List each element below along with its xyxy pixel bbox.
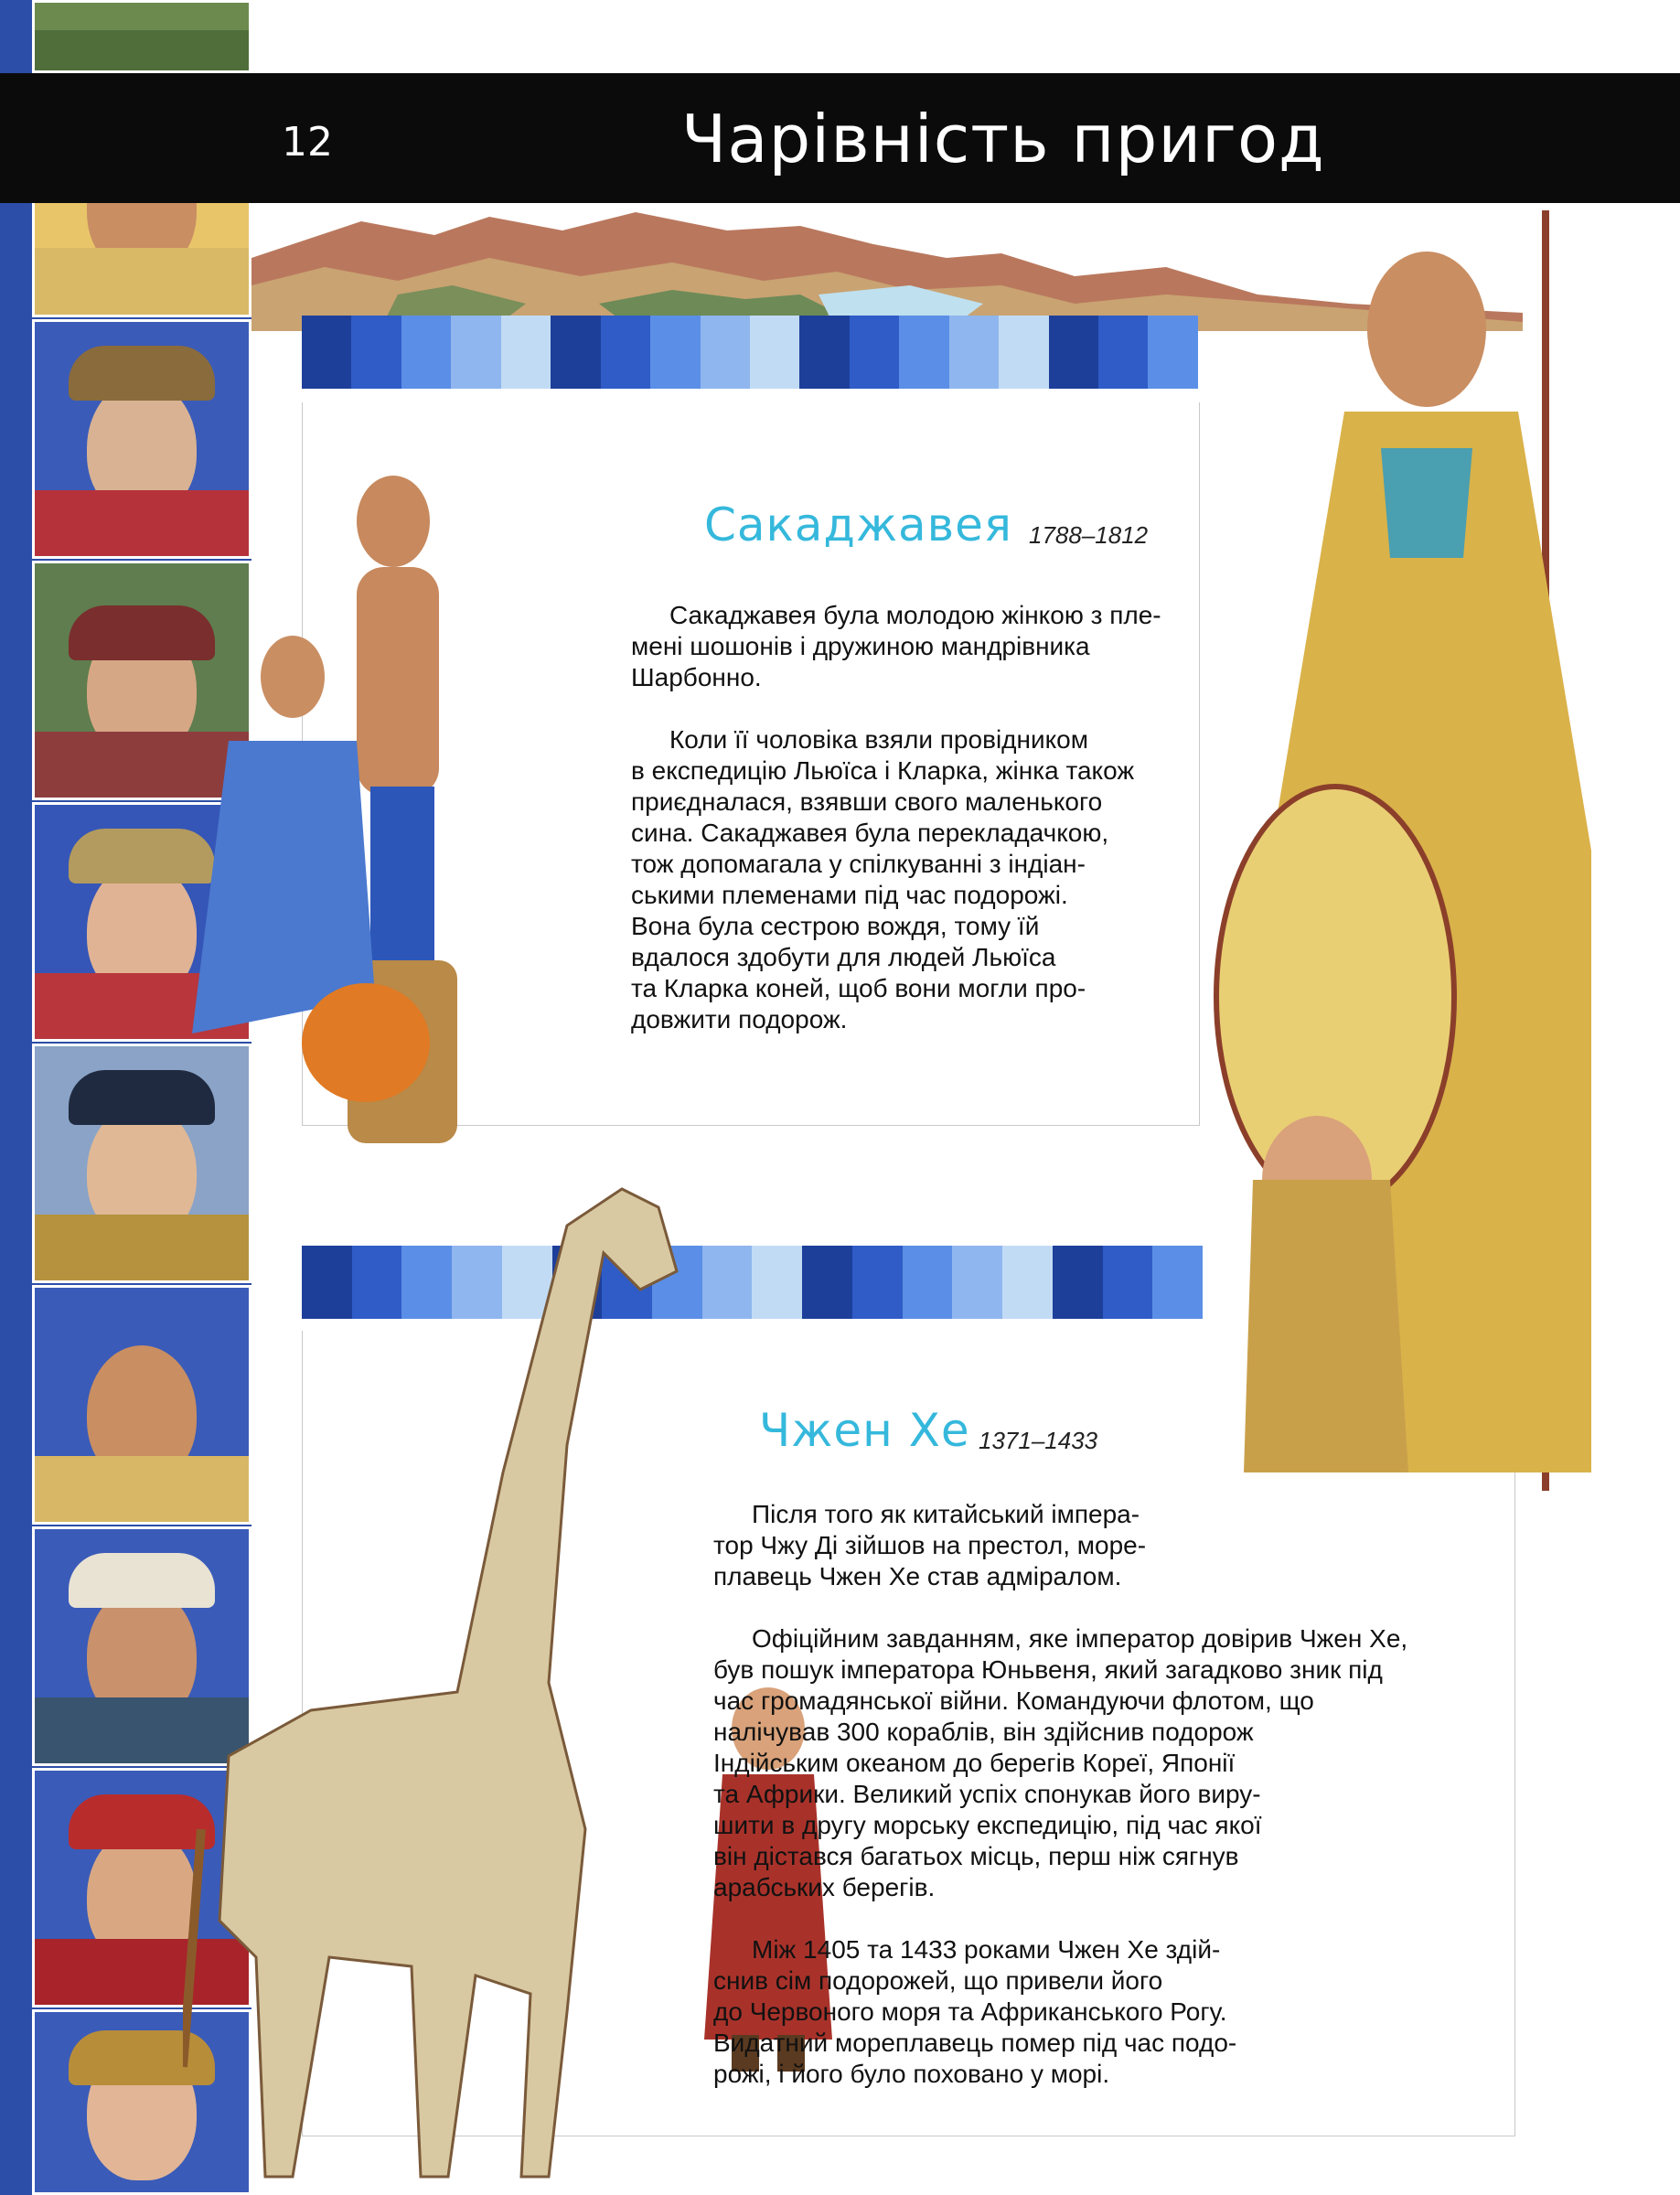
section-sacagawea-years: 1788–1812 [1029,521,1149,549]
portrait-top [32,0,251,73]
paragraph: Після того як китайський імпера- тор Чжу Ді зійшов на престол, море- плавець Чжен Хе став адміралом. [713,1500,1147,1590]
tile-bar-top [302,316,1198,389]
page-number: 12 [282,119,333,166]
giraffe-illustration [183,1171,695,2186]
sacagawea-illustration [1161,210,1674,1491]
paragraph: Коли її чоловіка взяли провідником в експедицію Льюїса і Кларка, жінка також приєдналася, взявши свого маленького сина. Сакаджавея була перекладачкою, тож допомагала у спілкуванні з індіан- ськими племенами під час подорожі. Вона була сестрою вождя, тому їй вдалося здобути для людей Льюїса та Кларка коней, щоб вони могли про- довжити подорож. [631,725,1135,1033]
paragraph: Між 1405 та 1433 роками Чжен Хе здій- снив сім подорожей, що привели його до Червоного моря та Африканського Рогу. Видатний мореплавець помер під час подо- рожі, і його було поховано у морі. [713,1935,1237,2088]
section-sacagawea-name: Сакаджавея [704,498,1012,551]
section-zheng-he-name: Чжен Хе [759,1404,970,1457]
paragraph: Сакаджавея була молодою жінкою з пле- мені шошонів і дружиною мандрівника Шарбонно. [631,601,1161,691]
section-sacagawea-text [631,569,1216,1066]
section-zheng-he-text [713,1468,1500,2121]
paragraph: Офіційним завданням, яке імператор довірив Чжен Хе, був пошук імператора Юньвеня, який загадково зник під час громадянської війни. Командуючи флотом, що налічував 300 кораблів, він здійснив подорож Індійським океаном до берегів Кореї, Японії та Африки. Великий успіх спонукав його виру- шити в другу морську експедицію, під час якої він дістався багатьох місць, перш ніж сягнув арабських берегів. [713,1624,1408,1901]
section-zheng-he-years: 1371–1433 [979,1427,1098,1454]
page-title: Чарівність пригод [681,101,1325,177]
native-couple-illustration [174,448,613,1162]
